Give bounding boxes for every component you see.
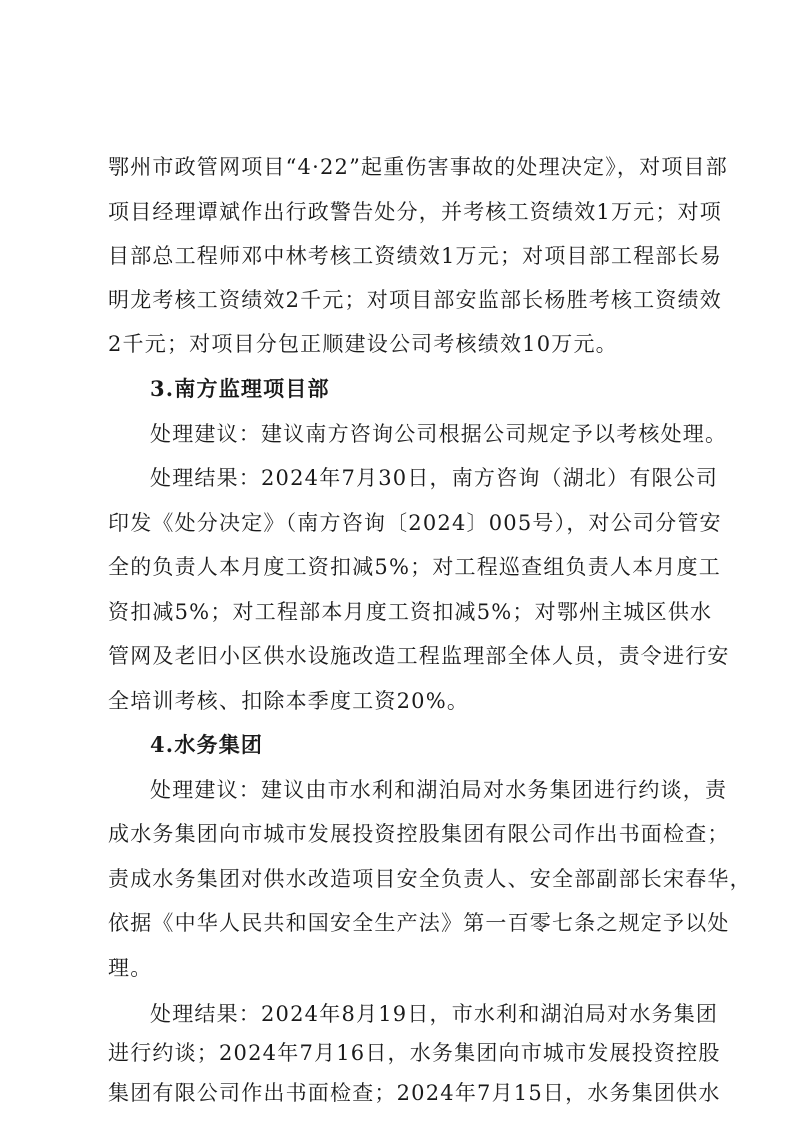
paragraph-line: 全的负责人本月度工资扣减5%；对工程巡查组负责人本月度工 — [108, 555, 721, 579]
paragraph-line: 2千元；对项目分包正顺建设公司考核绩效10万元。 — [108, 332, 618, 356]
paragraph-line: 责成水务集团对供水改造项目安全负责人、安全部副部长宋春华， — [108, 867, 752, 891]
paragraph-line: 目部总工程师邓中林考核工资绩效1万元；对项目部工程部长易 — [108, 244, 722, 268]
paragraph-line: 鄂州市政管网项目“4·22”起重伤害事故的处理决定》，对项目部 — [108, 155, 728, 179]
paragraph-line: 成水务集团向市城市发展投资控股集团有限公司作出书面检查； — [108, 822, 730, 846]
paragraph-line: 理。 — [108, 956, 153, 980]
paragraph-line: 处理结果：2024年8月19日，市水利和湖泊局对水务集团 — [150, 1002, 719, 1026]
section-heading: 3.南方监理项目部 — [150, 376, 330, 401]
paragraph-line: 处理建议：建议由市水利和湖泊局对水务集团进行约谈，责 — [150, 778, 728, 802]
paragraph-line: 管网及老旧小区供水设施改造工程监理部全体人员，责令进行安 — [108, 644, 730, 668]
paragraph-line: 资扣减5%；对工程部本月度工资扣减5%；对鄂州主城区供水 — [108, 600, 713, 624]
paragraph-line: 依据《中华人民共和国安全生产法》第一百零七条之规定予以处 — [108, 911, 730, 935]
paragraph-line: 处理结果：2024年7月30日，南方咨询（湖北）有限公司 — [150, 466, 719, 490]
section-heading: 4.水务集团 — [150, 732, 264, 757]
paragraph-line: 项目经理谭斌作出行政警告处分，并考核工资绩效1万元；对项 — [108, 200, 722, 224]
paragraph-line: 全培训考核、扣除本季度工资20%。 — [108, 689, 470, 713]
paragraph-line: 进行约谈；2024年7月16日，水务集团向市城市发展投资控股 — [108, 1041, 721, 1065]
paragraph-line: 明龙考核工资绩效2千元；对项目部安监部长杨胜考核工资绩效 — [108, 288, 722, 312]
paragraph-line: 处理建议：建议南方咨询公司根据公司规定予以考核处理。 — [150, 422, 728, 446]
paragraph-line: 印发《处分决定》（南方咨询〔2024〕005号），对公司分管安 — [108, 511, 722, 535]
paragraph-line: 集团有限公司作出书面检查；2024年7月15日，水务集团供水 — [108, 1081, 721, 1105]
